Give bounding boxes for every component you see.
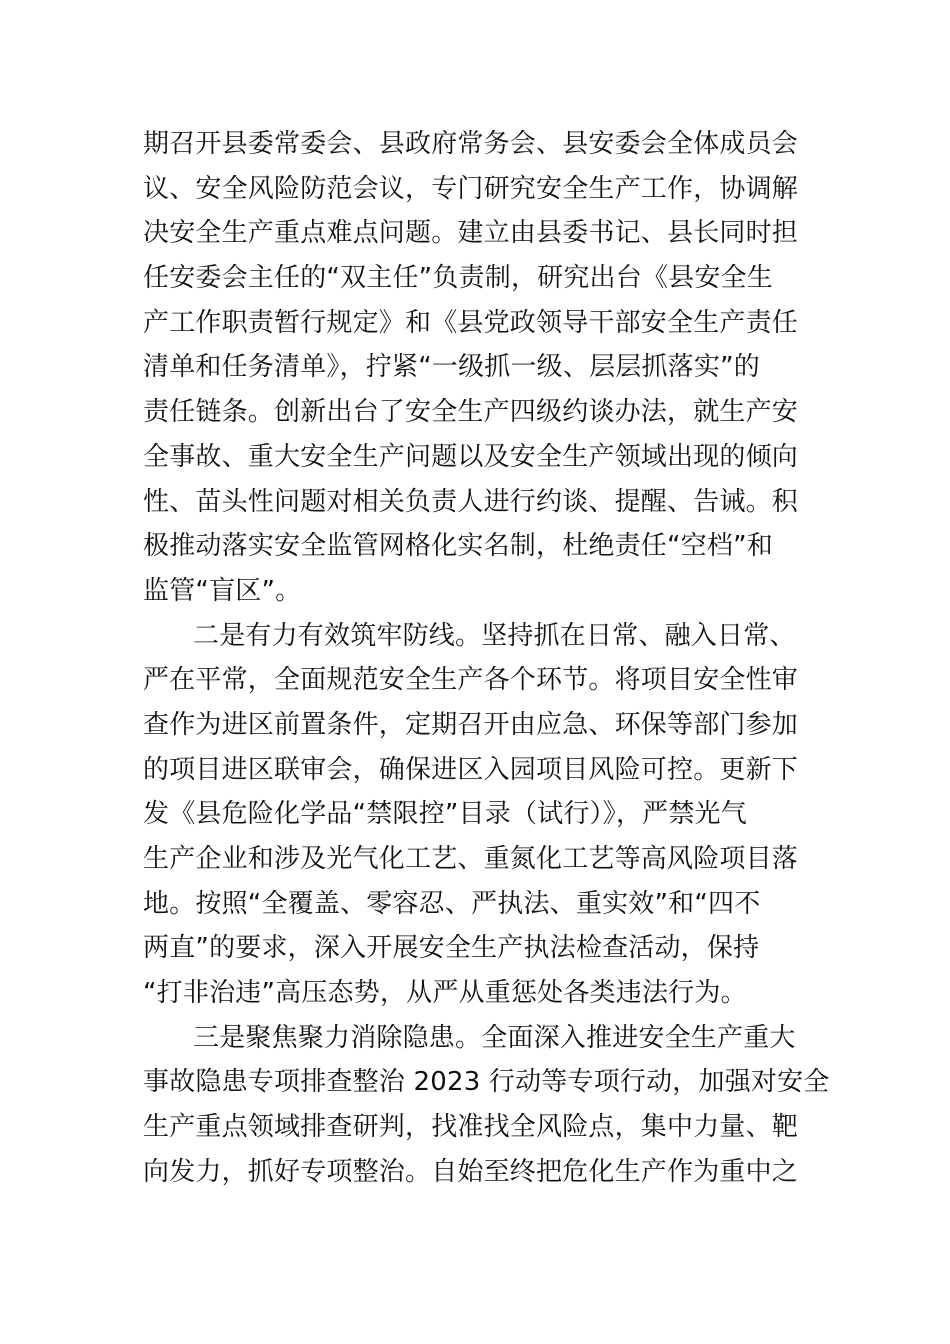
text-line: 责任链条。创新出台了安全生产四级约谈办法，就生产安 [143,397,799,428]
paragraph-start-line: 二是有力有效筑牢防线。坚持抓在日常、融入日常、 [193,620,796,651]
text-line: 产工作职责暂行规定》和《县党政领导干部安全生产责任 [143,307,799,338]
text-line: 的项目进区联审会，确保进区入园项目风险可控。更新下 [143,754,799,785]
text-line: 期召开县委常委会、县政府常务会、县安委会全体成员会 [143,129,799,159]
text-line: 清单和任务清单》，拧紧“一级抓一级、层层抓落实”的 [143,352,760,383]
text-line: 两直”的要求，深入开展安全生产执法检查活动，保持 [143,933,760,964]
text-line: 任安委会主任的“双主任”负责制，研究出台《县安全生 [143,263,773,294]
text-line: 严在平常，全面规范安全生产各个环节。将项目安全性审 [143,665,799,696]
paragraph-start-line: 三是聚焦聚力消除隐患。全面深入推进安全生产重大 [193,1022,796,1053]
text-line: “打非治违”高压态势，从严从重惩处各类违法行为。 [143,978,747,1009]
text-line: 查作为进区前置条件，定期召开由应急、环保等部门参加 [143,709,799,740]
text-line: 极推动落实安全监管网格化实名制，杜绝责任“空档”和 [143,531,773,562]
text-line: 监管“盲区”。 [143,575,302,606]
text-line: 性、苗头性问题对相关负责人进行约谈、提醒、告诫。积 [143,486,799,517]
text-line: 决安全生产重点难点问题。建立由县委书记、县长同时担 [143,218,799,249]
text-line: 向发力，抓好专项整治。自始至终把危化生产作为重中之 [143,1156,799,1187]
text-line: 地。按照“全覆盖、零容忍、严执法、重实效”和“四不 [143,888,761,919]
text-line: 发《县危险化学品“禁限控”目录（试行）》，严禁光气 [143,799,747,830]
text-line: 生产企业和涉及光气化工艺、重氮化工艺等高风险项目落 [143,844,799,874]
text-line: 全事故、重大安全生产问题以及安全生产领域出现的倾向 [143,441,799,472]
text-line: 议、安全风险防范会议，专门研究安全生产工作，协调解 [143,173,799,204]
text-line: 事故隐患专项排查整治 2023 行动等专项行动，加强对安全 [143,1067,830,1098]
body-text [143,122,830,1195]
text-line: 生产重点领域排查研判，找准找全风险点，集中力量、靶 [143,1112,799,1143]
